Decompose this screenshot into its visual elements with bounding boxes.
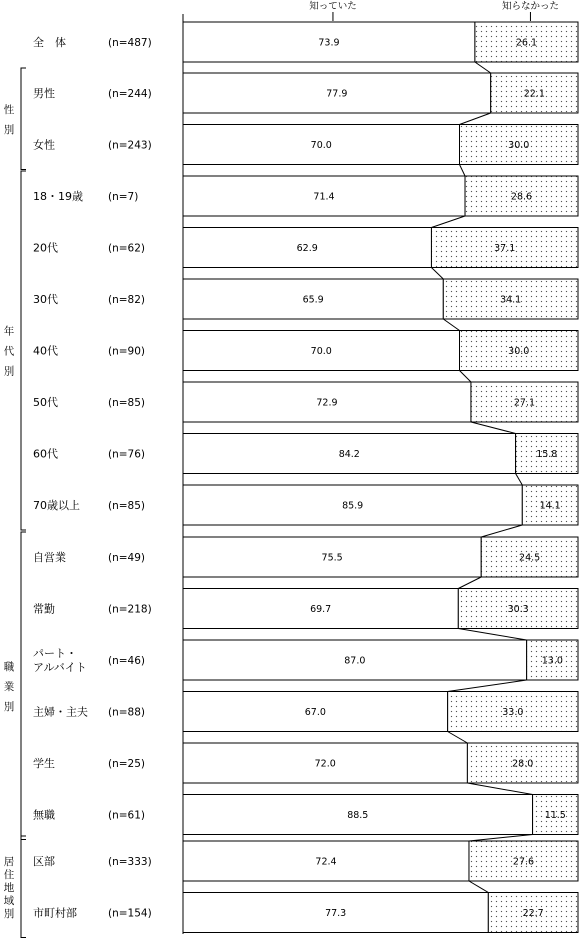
connector-line [481,525,522,537]
data-label-unknown: 11.5 [544,810,566,821]
category-label: 60代 [33,447,58,461]
sample-size-label: (n=90) [108,345,146,358]
legend [309,0,559,21]
sample-size-label: (n=25) [108,758,146,770]
connector-line [516,474,523,486]
data-label-unknown: 22.7 [522,908,544,919]
data-label-known: 87.0 [344,655,366,667]
data-label-known: 67.0 [304,707,326,718]
category-label: 学生 [33,757,55,770]
group-label: 職業別 [3,660,15,713]
sample-size-label: (n=85) [108,500,146,512]
data-label-unknown: 28.0 [512,758,534,770]
data-label-known: 70.0 [310,140,332,151]
data-label-unknown: 13.0 [541,655,563,667]
category-label: 男性 [33,87,55,100]
data-label-known: 71.4 [313,191,335,203]
category-label: 区部 [33,855,55,868]
category-label: 30代 [33,293,58,306]
connector-line [471,422,516,434]
data-label-unknown: 34.1 [500,294,522,306]
sample-size-label: (n=76) [108,448,146,461]
sample-size-label: (n=7) [108,191,139,203]
connector-line [431,216,465,228]
category-label: パート・アルバイト [33,647,87,674]
group-label: 年代別 [3,325,15,378]
data-label-unknown: 28.6 [510,191,533,203]
sample-size-label: (n=88) [108,706,146,719]
data-label-known: 69.7 [310,604,332,615]
sample-size-label: (n=487) [108,37,152,49]
data-label-known: 84.2 [338,449,360,460]
data-label-unknown: 24.5 [519,552,541,564]
category-label: 自営業 [33,551,66,564]
bars [183,22,578,933]
group-bracket [21,836,26,938]
data-label-known: 85.9 [342,500,364,512]
data-label-known: 72.4 [315,856,337,868]
data-label-unknown: 30.3 [507,604,529,615]
group-bracket [21,532,26,840]
data-label-known: 75.5 [321,552,343,564]
data-label-known: 65.9 [302,294,324,306]
connector-line [448,732,468,744]
data-label-unknown: 27.6 [512,856,535,868]
data-label-unknown: 26.1 [515,37,538,49]
connector-line [431,268,443,280]
connector-line [458,629,526,641]
sample-size-label: (n=49) [108,552,146,564]
data-label-unknown: 27.1 [513,397,536,409]
data-label-unknown: 15.8 [536,449,558,460]
group-label: 居住地域別 [3,855,15,920]
data-label-known: 72.9 [316,397,338,409]
category-label: 常勤 [33,602,55,616]
row-labels [33,35,152,920]
sample-size-label: (n=61) [108,809,146,822]
legend-known-label: 知っていた [309,1,357,12]
group-bracket [21,68,26,170]
category-label: 70歳以上 [33,499,80,512]
category-label: 無職 [33,808,55,822]
sample-size-label: (n=333) [108,856,152,868]
connector-line [458,577,481,589]
data-label-known: 62.9 [296,243,318,254]
category-label: 20代 [33,241,58,255]
sample-size-label: (n=82) [108,294,146,306]
connector-line [469,881,488,893]
connector-line [475,62,491,73]
connector-line [460,165,466,177]
category-label: 全 体 [33,36,66,49]
connector-line [467,783,532,795]
category-label: 50代 [33,396,58,409]
data-label-unknown: 37.1 [494,243,516,254]
data-label-known: 77.9 [326,88,348,100]
sample-size-label: (n=85) [108,397,146,409]
category-label: 18・19歳 [33,190,83,203]
data-label-known: 70.0 [310,346,332,357]
data-label-unknown: 30.0 [508,140,530,151]
data-label-known: 72.0 [314,758,336,770]
group-labels [4,68,26,938]
sample-size-label: (n=154) [108,907,152,920]
data-label-unknown: 22.1 [523,88,545,100]
data-label-known: 88.5 [347,810,369,821]
data-label-unknown: 14.1 [539,500,561,512]
legend-unknown-label: 知らなかった [501,1,559,12]
category-label: 市町村部 [33,906,77,920]
data-label-known: 77.3 [325,908,347,919]
data-label-known: 73.9 [318,37,340,49]
connector-line [443,319,459,331]
group-bracket [21,171,26,530]
sample-size-label: (n=218) [108,603,152,616]
sample-size-label: (n=46) [108,655,146,667]
group-label: 性別 [3,103,15,136]
sample-size-label: (n=243) [108,139,152,152]
sample-size-label: (n=244) [108,88,152,100]
connector-line [460,371,471,383]
category-label: 女性 [33,138,55,152]
data-label-unknown: 33.0 [502,707,524,718]
category-label: 40代 [33,344,58,358]
connector-line [460,113,491,125]
sample-size-label: (n=62) [108,242,146,255]
category-label: 主婦・主夫 [33,705,88,719]
data-label-unknown: 30.0 [508,346,530,357]
connector-line [448,680,527,692]
connector-line [469,835,533,842]
